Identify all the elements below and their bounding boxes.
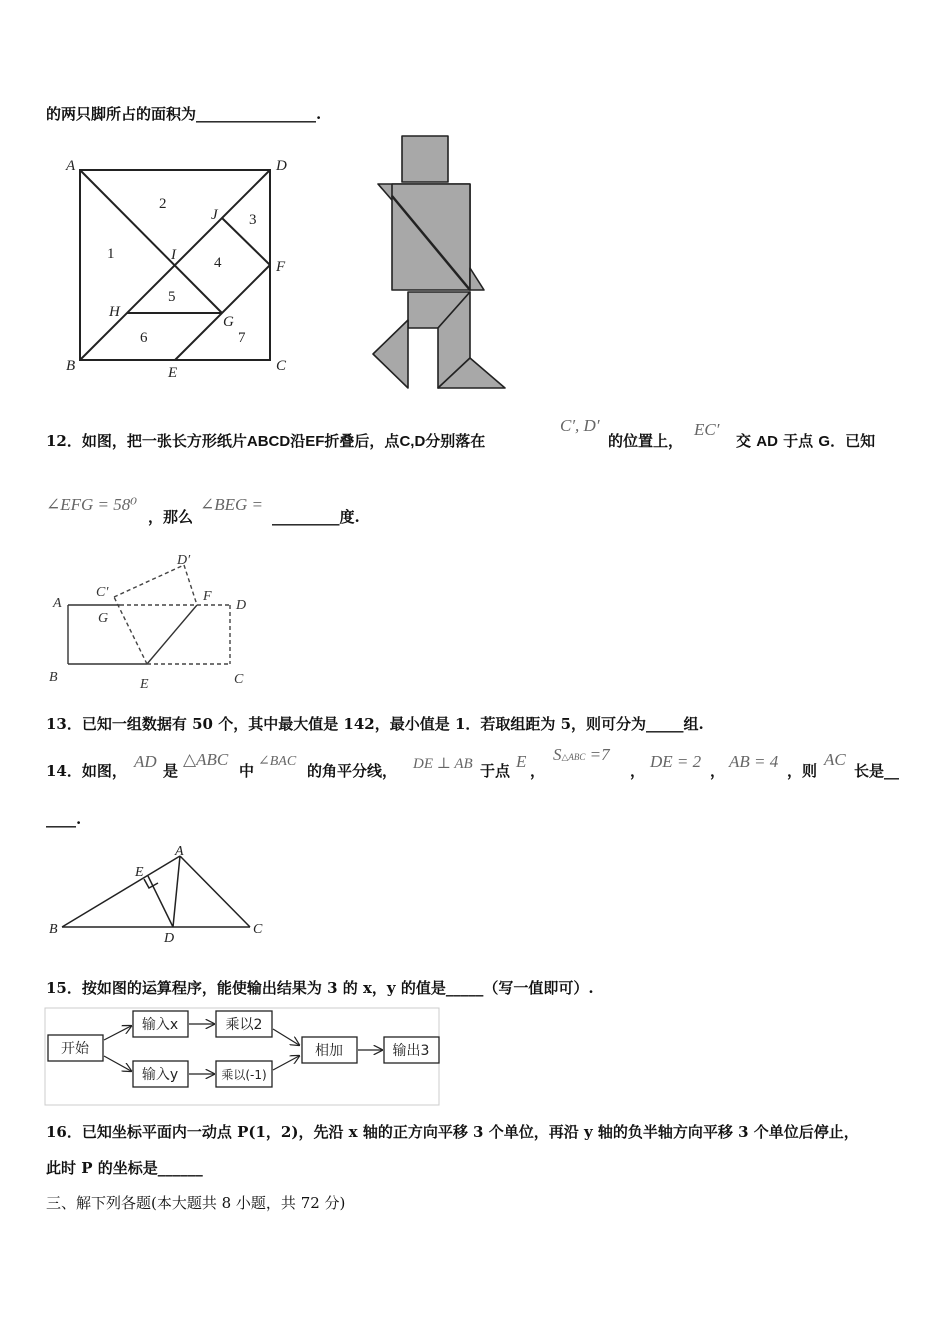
label-C: C bbox=[234, 672, 244, 687]
label-E: E bbox=[140, 677, 149, 692]
q16-line2: 此时 P 的坐标是______ bbox=[46, 1159, 203, 1177]
label-C: C bbox=[276, 358, 287, 374]
label-I: I bbox=[171, 247, 176, 263]
label-J: J bbox=[211, 207, 218, 223]
q11-text: 的两只脚所占的面积为________________. bbox=[46, 105, 322, 123]
q16-line1: 16．已知坐标平面内一动点 P(1，2)，先沿 x 轴的正方向平移 3 个单位，再沿 y 轴的负半轴方向平移 3 个单位后停止， bbox=[46, 1123, 859, 1141]
q14-then: ，则 bbox=[787, 762, 818, 780]
q12-angle-efg: ∠EFG = 58⁰ bbox=[46, 495, 138, 514]
q14-in: 中 bbox=[239, 762, 255, 780]
input-x-box: 输入x bbox=[141, 1017, 179, 1033]
q12-line1: 12．如图，把一张长方形纸片ABCD沿EF折叠后，点C,D分别落在 bbox=[46, 432, 486, 450]
label-C-prime: C′ bbox=[96, 585, 109, 600]
region-1: 1 bbox=[107, 246, 115, 262]
times-2-box: 乘以2 bbox=[225, 1017, 263, 1033]
label-A: A bbox=[175, 844, 184, 859]
q14-angle-bac: ∠BAC bbox=[258, 754, 297, 769]
q14-ac: AC bbox=[824, 750, 846, 769]
q14-bisector: 的角平分线， bbox=[307, 762, 398, 780]
q14-de-perp-ab: DE ⊥ AB bbox=[413, 756, 473, 772]
label-A: A bbox=[66, 158, 76, 174]
label-B: B bbox=[49, 922, 58, 937]
q14-length-blank: 长是__ bbox=[854, 762, 900, 780]
q14-ab-value: AB = 4 bbox=[729, 752, 779, 771]
q12-cd-prime: C′, D′ bbox=[560, 416, 600, 435]
section-3-heading: 三、解下列各题(本大题共 8 小题，共 72 分) bbox=[46, 1194, 346, 1212]
label-E: E bbox=[168, 365, 178, 381]
label-E: E bbox=[135, 865, 144, 880]
label-D: D bbox=[276, 158, 287, 174]
label-F: F bbox=[276, 259, 286, 275]
q14-e: E bbox=[516, 752, 527, 771]
region-3: 3 bbox=[249, 212, 257, 228]
label-B: B bbox=[49, 670, 58, 685]
region-5: 5 bbox=[168, 289, 176, 305]
label-A: A bbox=[53, 596, 62, 611]
region-6: 6 bbox=[140, 330, 148, 346]
label-H: H bbox=[109, 304, 120, 320]
label-F: F bbox=[203, 589, 212, 604]
q12-line1-tail: 交 AD 于点 G．已知 bbox=[736, 432, 876, 450]
input-y-box: 输入y bbox=[141, 1067, 179, 1083]
times-neg1-box: 乘以(-1) bbox=[221, 1068, 267, 1082]
q12-position-text: 的位置上， bbox=[608, 432, 684, 450]
q14-de-value: DE = 2 bbox=[650, 752, 702, 771]
q15-text: 15．按如图的运算程序，能使输出结果为 3 的 x，y 的值是_____（写一值即可）. bbox=[46, 979, 594, 997]
region-2: 2 bbox=[159, 196, 167, 212]
sum-box: 相加 bbox=[315, 1043, 343, 1059]
q14-comma2: ， bbox=[630, 762, 646, 780]
q14-comma3: ， bbox=[710, 762, 726, 780]
q14-num: 14．如图， bbox=[46, 762, 127, 780]
triangle-abc-figure bbox=[44, 842, 274, 946]
label-D: D bbox=[236, 598, 247, 613]
output-box: 输出3 bbox=[392, 1043, 430, 1059]
q13-text: 13．已知一组数据有 50 个，其中最大值是 142，最小值是 1．若取组距为 5，则可分为_____组. bbox=[46, 715, 704, 733]
q14-area: S△ABC =7 bbox=[553, 745, 610, 764]
q12-angle-beg: ∠BEG = bbox=[200, 495, 264, 514]
q14-triangle-abc: △ABC bbox=[183, 750, 229, 769]
q14-foot: 于点 bbox=[480, 762, 511, 780]
label-C: C bbox=[253, 922, 263, 937]
q14-tail: ____. bbox=[46, 810, 82, 828]
q12-blank: _________度. bbox=[272, 508, 360, 526]
q12-ec-prime: EC′ bbox=[694, 420, 720, 439]
folded-rectangle-figure bbox=[44, 548, 274, 693]
tangram-square-figure bbox=[60, 150, 310, 390]
tangram-person-figure bbox=[365, 130, 515, 400]
label-G: G bbox=[223, 314, 234, 330]
start-box: 开始 bbox=[61, 1041, 89, 1057]
operation-flowchart bbox=[44, 1007, 440, 1107]
q14-comma: ， bbox=[530, 762, 546, 780]
label-D-prime: D′ bbox=[177, 553, 191, 568]
region-7: 7 bbox=[238, 330, 246, 346]
q14-is: 是 bbox=[163, 762, 179, 780]
label-G: G bbox=[98, 611, 109, 626]
label-D: D bbox=[164, 931, 175, 946]
label-B: B bbox=[66, 358, 76, 374]
q12-then: ，那么 bbox=[148, 508, 194, 526]
region-4: 4 bbox=[214, 255, 222, 271]
q14-ad: AD bbox=[134, 752, 157, 771]
